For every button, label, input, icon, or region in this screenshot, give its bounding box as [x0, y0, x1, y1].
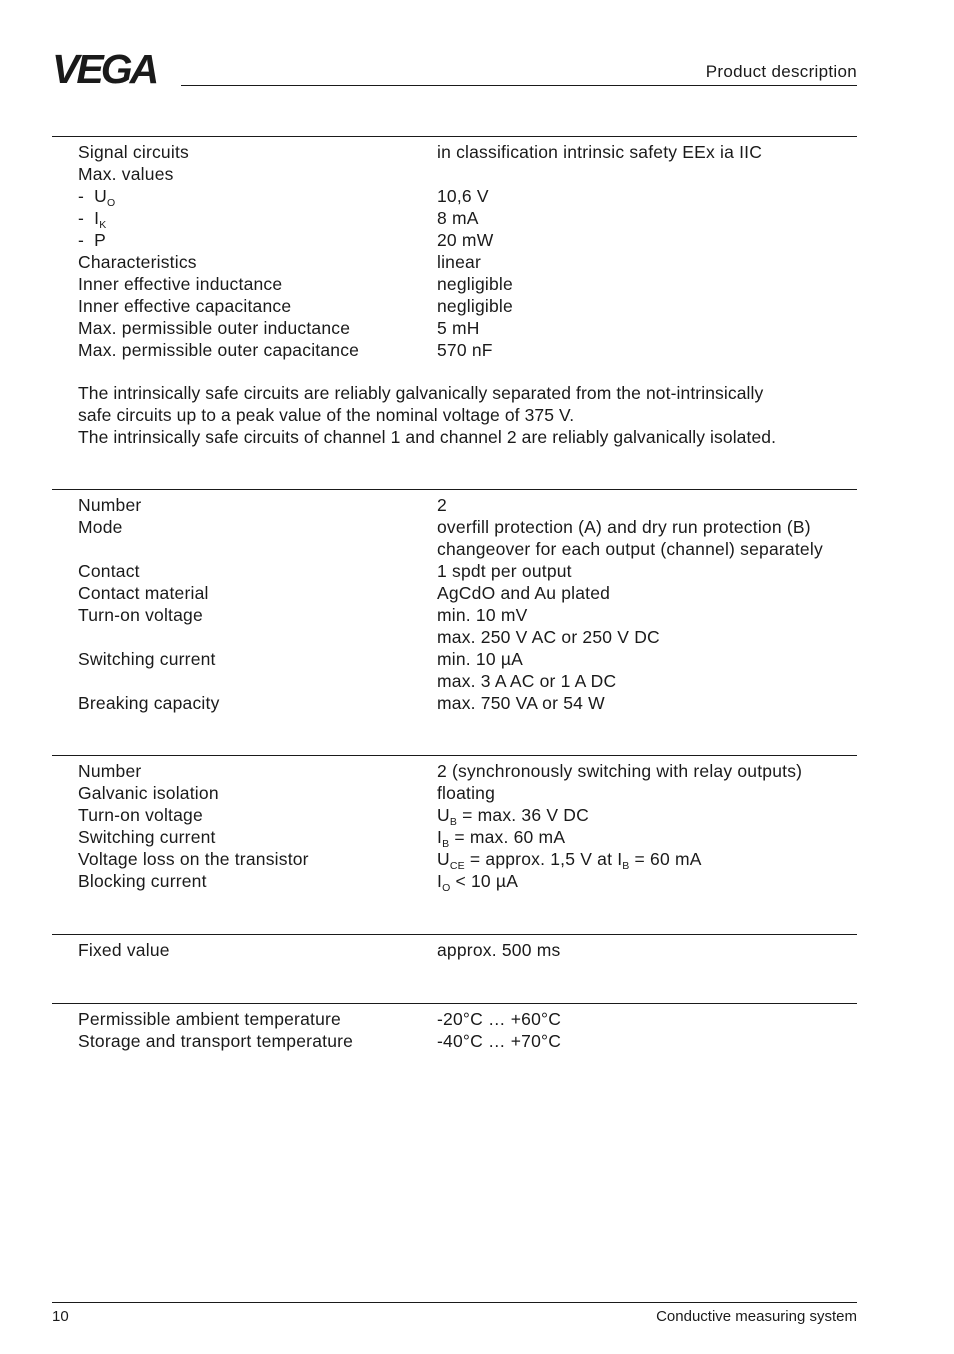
spec-row: changeover for each output (channel) separately — [437, 539, 823, 559]
spec-row: Turn-on voltage $U_B = \max$. 36 V DC — [78, 805, 589, 828]
spec-row: - P 20 mW — [78, 230, 494, 250]
section-divider — [52, 755, 857, 756]
spec-row: Switching current min. 10 µA — [78, 649, 524, 669]
spec-row: Max. values — [78, 164, 174, 184]
spec-row: Blocking current $I_O < 10$ µA — [78, 871, 519, 894]
spec-row: Mode overfill protection (A) and dry run protection (B) — [78, 517, 811, 537]
spec-row: Turn-on voltage min. 10 mV — [78, 605, 528, 625]
header-rule — [181, 85, 857, 86]
spec-row: - $I_K$ 8 mA — [78, 208, 479, 231]
spec-row: max. 3 A AC or 1 A DC — [437, 671, 617, 691]
spec-row: Max. permissible outer inductance 5 mH — [78, 318, 480, 338]
vega-logo — [52, 50, 172, 91]
logo-text: VEGA — [52, 50, 157, 86]
isolation-note: The intrinsically safe circuits are reliably galvanically separated from the not-intrinsically safe circuits up to a peak value of the nominal voltage of 375 V. The intrinsically safe circuits of channel 1 and channel 2 are reliably galvanically isolated. — [78, 383, 777, 447]
relay-outputs-table — [78, 494, 868, 714]
spec-row: Max. permissible outer capacitance 570 nF — [78, 340, 493, 360]
section-divider — [52, 136, 857, 137]
page-number: 10 — [52, 1308, 69, 1325]
spec-row: Voltage loss on the transistor $U_{CE}$ = approx. 1,5 V at $I_B = 60$ mA — [78, 849, 702, 872]
spec-row: Galvanic isolation floating — [78, 783, 496, 803]
spec-row: Storage and transport temperature -40°C … +70°C — [78, 1031, 562, 1051]
section-divider — [52, 1003, 857, 1004]
spec-row: Characteristics linear — [78, 252, 482, 272]
section-divider — [52, 934, 857, 935]
document-title: Conductive measuring system — [656, 1308, 857, 1325]
footer-rule — [52, 1302, 857, 1303]
spec-row: Switching current $I_B = \max$. 60 mA — [78, 827, 566, 850]
spec-row: Number 2 (synchronously switching with relay outputs) — [78, 761, 803, 781]
spec-row: Contact 1 spdt per output — [78, 561, 572, 581]
vega-logo-mark — [52, 50, 172, 86]
signal-circuits-table — [78, 141, 868, 361]
spec-row: Signal circuits in classification intrinsic safety EEx ia IIC — [78, 142, 763, 162]
delay-table — [78, 939, 868, 961]
ambient-conditions-table — [78, 1008, 868, 1052]
spec-row: Number 2 — [78, 495, 447, 515]
spec-row: Contact material AgCdO and Au plated — [78, 583, 611, 603]
spec-row: Inner effective capacitance negligible — [78, 296, 513, 316]
spec-row: Breaking capacity max. 750 VA or 54 W — [78, 693, 605, 713]
transistor-outputs-table — [78, 760, 868, 892]
spec-row: Fixed value approx. 500 ms — [78, 940, 561, 960]
spec-row: Inner effective inductance negligible — [78, 274, 513, 294]
section-divider — [52, 489, 857, 490]
spec-row: Permissible ambient temperature -20°C … +60°C — [78, 1009, 562, 1029]
section-title: Product description — [705, 62, 857, 81]
spec-row: - $U_O$ 10,6 V — [78, 186, 489, 209]
spec-row: max. 250 V AC or 250 V DC — [437, 627, 660, 647]
